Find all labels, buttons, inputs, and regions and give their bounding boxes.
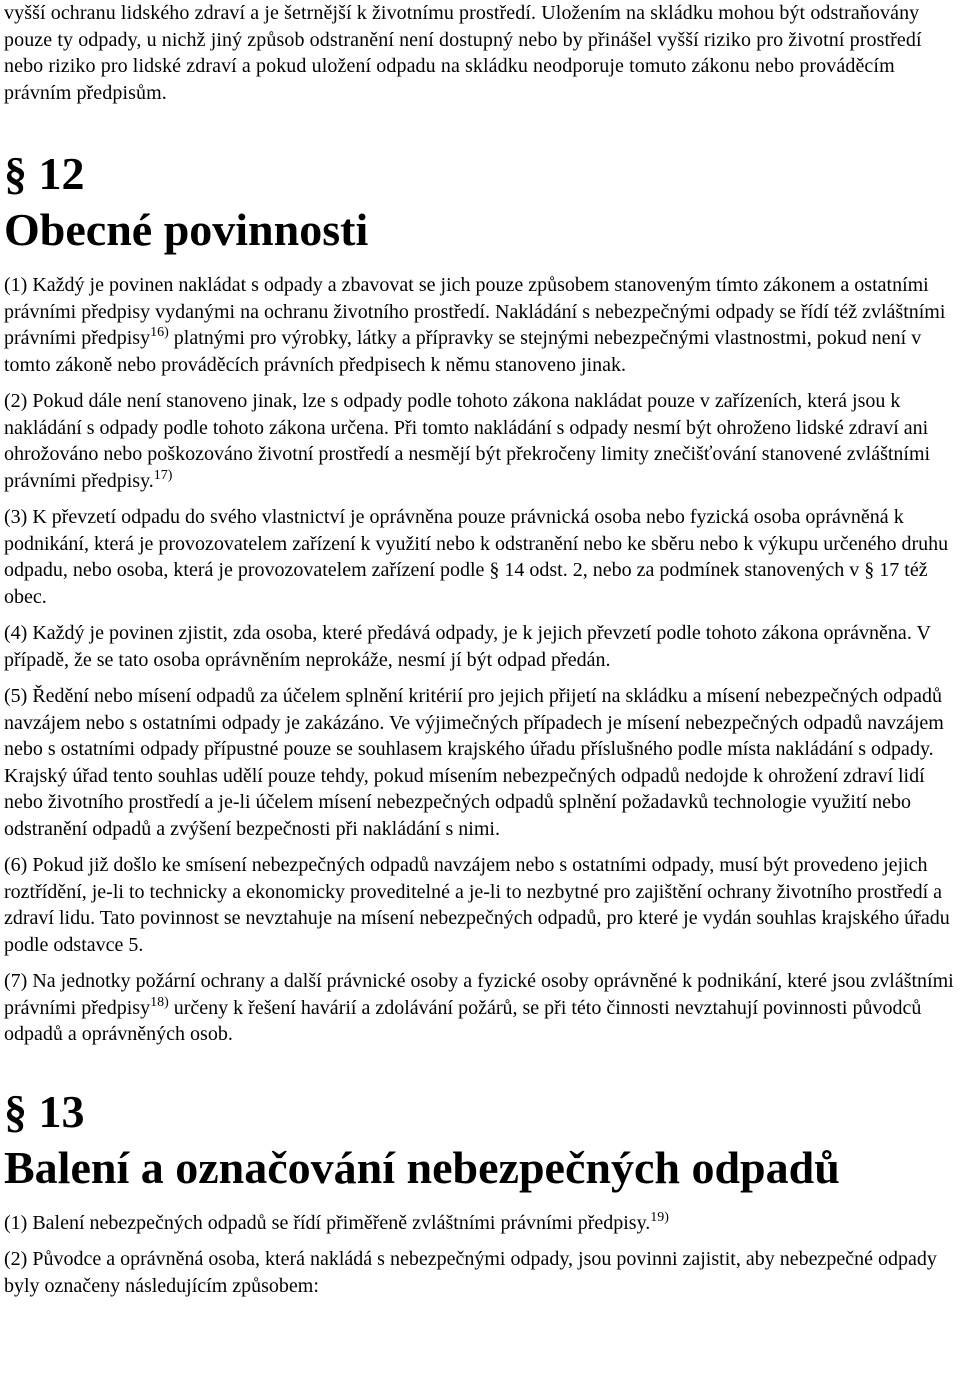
document-page	[4, 0, 958, 1309]
section-12-paragraph-1	[4, 272, 958, 378]
section-13-number: § 13	[4, 1085, 85, 1137]
section-12-paragraph-7	[4, 968, 958, 1048]
section-12-title: Obecné povinnosti	[4, 204, 369, 255]
section-12-paragraph-2	[4, 388, 958, 494]
section-13-paragraph-1	[4, 1210, 958, 1237]
section-12-paragraph-6: (6) Pokud již došlo ke smísení nebezpečných odpadů navzájem nebo s ostatními odpady, musí být provedeno jejich roztřídění, je-li to technicky a ekonomicky proveditelné a je-li to nezbytné pro zajištění ochrany životního prostředí a zdraví lidu. Tato povinnost se nevztahuje na mísení nebezpečných odpadů, pro které je vydán souhlas krajského úřadu podle odstavce 5.	[4, 854, 950, 956]
footnote-ref-16[interactable]: 16)	[150, 325, 169, 340]
intro-paragraph: vyšší ochranu lidského zdraví a je šetrnější k životnímu prostředí. Uložením na skládku mohou být odstraňovány pouze ty odpady, u nichž jiný způsob odstranění není dostupný nebo by přinášel vyšší riziko pro životní prostředí nebo riziko pro lidské zdraví a pokud uložení odpadu na skládku neodporuje tomuto zákonu nebo prováděcím právním předpisům.	[4, 2, 922, 104]
section-12-paragraph-5: (5) Ředění nebo mísení odpadů za účelem splnění kritérií pro jejich přijetí na skládku a mísení nebezpečných odpadů navzájem nebo s ostatními odpady je zakázáno. Ve výjimečných případech je mísení nebezpečných odpadů navzájem nebo s ostatními odpady přípustné pouze se souhlasem krajského úřadu příslušného podle místa nakládání s odpady. Krajský úřad tento souhlas udělí pouze tehdy, pokud mísením nebezpečných odpadů nedojde k ohrožení zdraví lidí nebo životního prostředí a je-li účelem mísení nebezpečných odpadů splnění požadavků technologie využití nebo odstranění odpadů a zvýšení bezpečnosti při nakládání s nimi.	[4, 685, 944, 840]
paragraph-text: (1) Balení nebezpečných odpadů se řídí přiměřeně zvláštními právními předpisy.	[4, 1211, 651, 1234]
paragraph-text: (7) Na jednotky požární ochrany a další právnické osoby a fyzické osoby oprávněné k podnikání, které jsou zvláštními právními předpisy	[4, 970, 954, 1019]
paragraph-text: (2) Pokud dále není stanoveno jinak, lze s odpady podle tohoto zákona nakládat pouze v zařízeních, která jsou k nakládání s odpady podle tohoto zákona určena. Při tomto nakládání s odpady nesmí být ohroženo lidské zdraví ani ohrožováno nebo poškozováno životní prostředí a nesmějí být překročeny limity znečišťování stanovené zvláštními právními předpisy.	[4, 390, 931, 492]
section-13-paragraph-2: (2) Původce a oprávněná osoba, která nakládá s nebezpečnými odpady, jsou povinni zajistit, aby nebezpečné odpady byly označeny následujícím způsobem:	[4, 1248, 937, 1297]
section-12-paragraph-4: (4) Každý je povinen zjistit, zda osoba, které předává odpady, je k jejich převzetí podle tohoto zákona oprávněna. V případě, že se tato osoba oprávněním neprokáže, nesmí jí být odpad předán.	[4, 622, 931, 671]
footnote-ref-18[interactable]: 18)	[150, 994, 169, 1010]
footnote-ref-19[interactable]: 19)	[650, 1209, 669, 1225]
paragraph-text: (1) Každý je povinen nakládat s odpady a zbavovat se jich pouze způsobem stanoveným tímto zákonem a ostatními právními předpisy vydanými na ochranu životního prostředí. Nakládání s nebezpečnými odpady se řídí též zvláštními právními předpisy	[4, 274, 946, 349]
paragraph-text: určeny k řešení havárií a zdolávání požárů, se při této činnosti nevztahují povinnosti původců odpadů a oprávněných osob.	[4, 996, 922, 1045]
section-13-title: Balení a označování nebezpečných odpadů	[4, 1141, 840, 1193]
section-12-number: § 12	[4, 148, 85, 199]
paragraph-text: platnými pro výrobky, látky a přípravky se stejnými nebezpečnými vlastnostmi, pokud není v tomto zákoně nebo prováděcích právních předpisech k němu stanoveno jinak.	[4, 327, 922, 376]
section-12-paragraph-3: (3) K převzetí odpadu do svého vlastnictví je oprávněna pouze právnická osoba nebo fyzická osoba oprávněná k podnikání, která je provozovatelem zařízení k využití nebo k odstranění nebo ke sběru nebo k výkupu určeného druhu odpadu, nebo osoba, která je provozovatelem zařízení podle § 14 odst. 2, nebo za podmínek stanovených v § 17 též obec.	[4, 506, 949, 608]
footnote-ref-17[interactable]: 17)	[153, 467, 173, 483]
